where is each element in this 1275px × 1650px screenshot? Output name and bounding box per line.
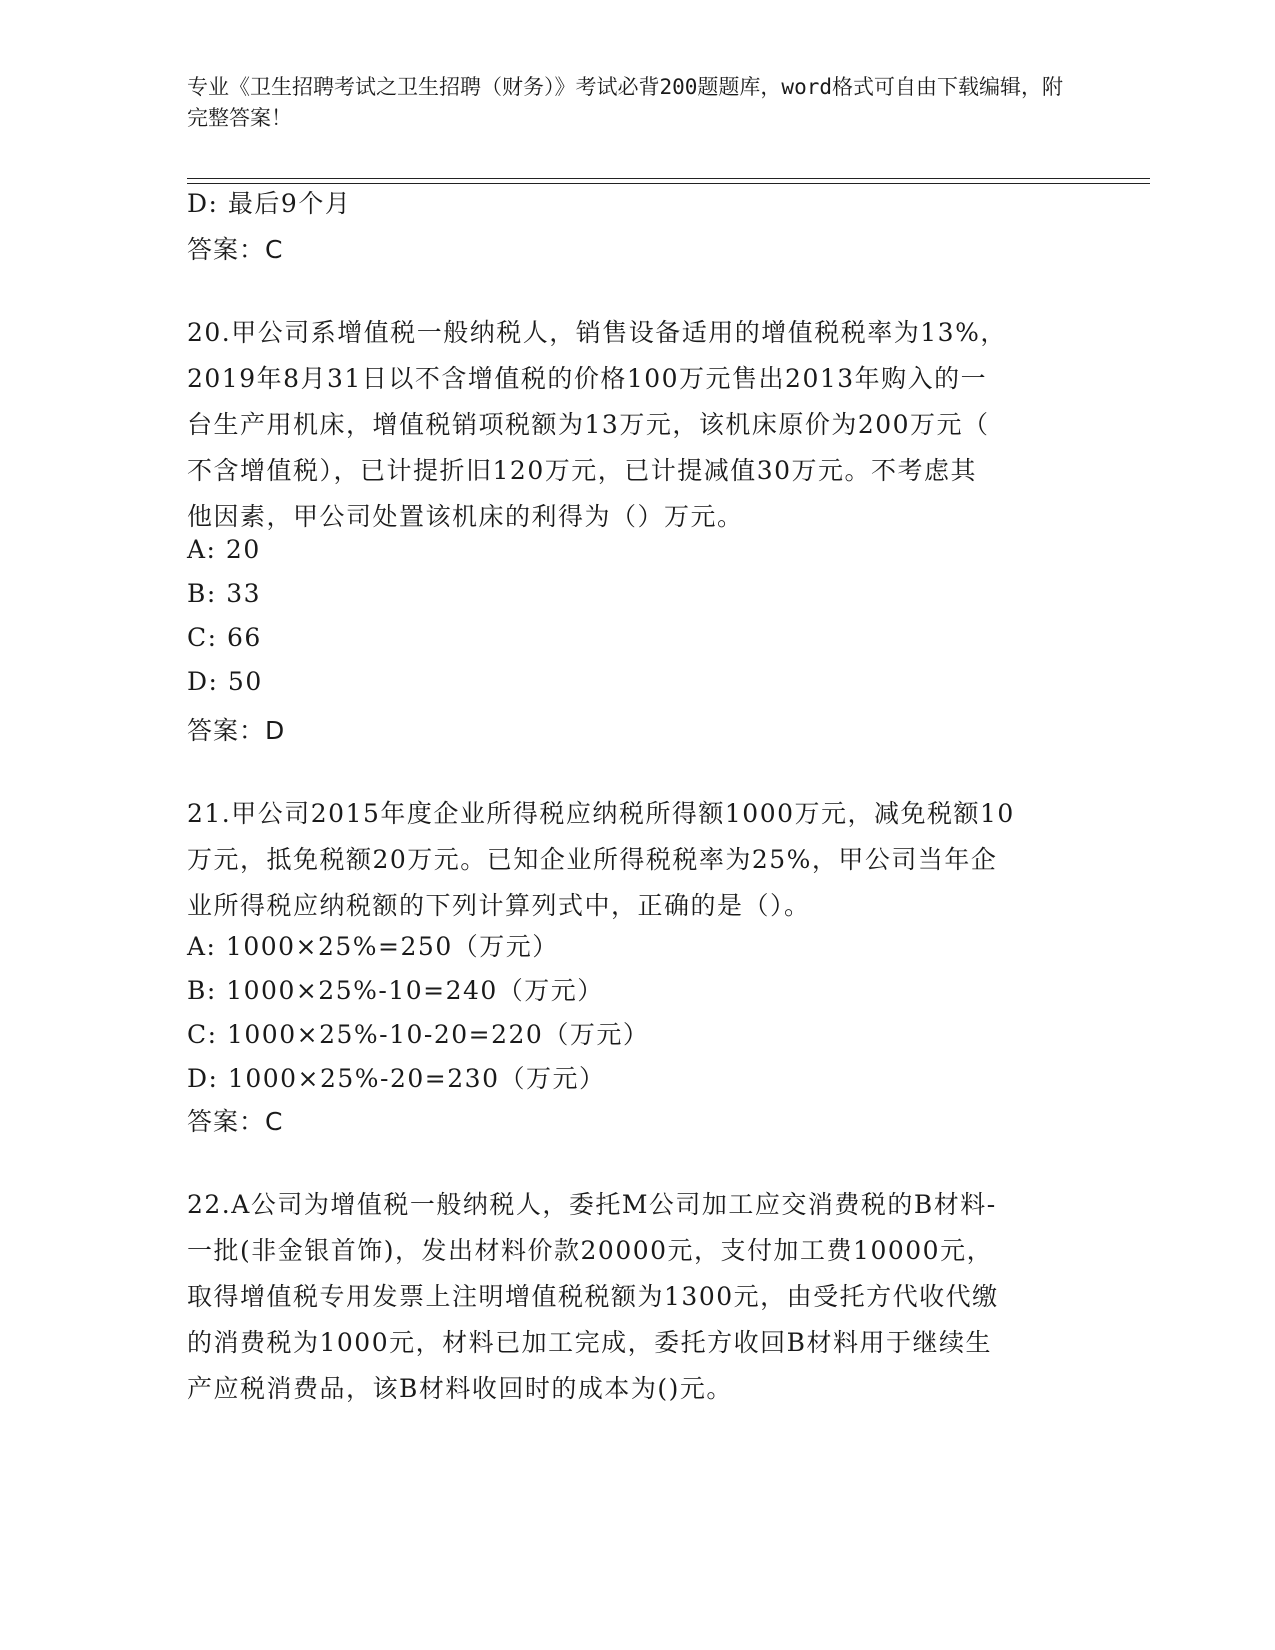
question-20-stem: 20.甲公司系增值税一般纳税人，销售设备适用的增值税税率为13%， 2019年8月31日以不含增值税的价格100万元售出2013年购入的一 台生产用机床，增值税销项税额为13万元，该机床原价为200万元（ 不含增值税），已计提折旧120万元，已计提减值30万元。不考虑其 他因素，甲公司处置该机床的利得为（）万元。 (187, 318, 1007, 531)
prev-answer: 答案：C (187, 235, 284, 264)
question-20-option-b: B: 33 (187, 579, 262, 608)
question-21-answer: 答案：C (187, 1107, 284, 1136)
question-20-option-d: D: 50 (187, 667, 263, 696)
question-20-answer: 答案：D (187, 716, 286, 745)
question-21-option-c: C: 1000×25%-10-20=220（万元） (187, 1020, 650, 1049)
document-header: 专业《卫生招聘考试之卫生招聘（财务）》考试必背200题题库，word格式可自由下载编辑，附完整答案！ (187, 75, 1063, 130)
header-divider-top (187, 178, 1150, 179)
question-21-option-b: B: 1000×25%-10=240（万元） (187, 976, 604, 1005)
prev-option-d: D: 最后9个月 (187, 189, 352, 218)
question-21-stem: 21.甲公司2015年度企业所得税应纳税所得额1000万元，减免税额10 万元，抵免税额20万元。已知企业所得税税率为25%，甲公司当年企 业所得税应纳税额的下列计算列式中，正确的是（）。 (187, 799, 1015, 920)
question-21-option-d: D: 1000×25%-20=230（万元） (187, 1064, 606, 1093)
question-22-stem: 22.A公司为增值税一般纳税人，委托M公司加工应交消费税的B材料- 一批(非金银首饰)，发出材料价款20000元，支付加工费10000元， 取得增值税专用发票上注明增值税税额为1300元，由受托方代收代缴 的消费税为1000元，材料已加工完成，委托方收回B材料用于继续生 产应税消费品，该B材料收回时的成本为()元。 (187, 1190, 999, 1403)
question-21-option-a: A: 1000×25%=250（万元） (187, 932, 559, 961)
question-20-option-c: C: 66 (187, 623, 262, 652)
question-20-option-a: A: 20 (187, 535, 261, 564)
